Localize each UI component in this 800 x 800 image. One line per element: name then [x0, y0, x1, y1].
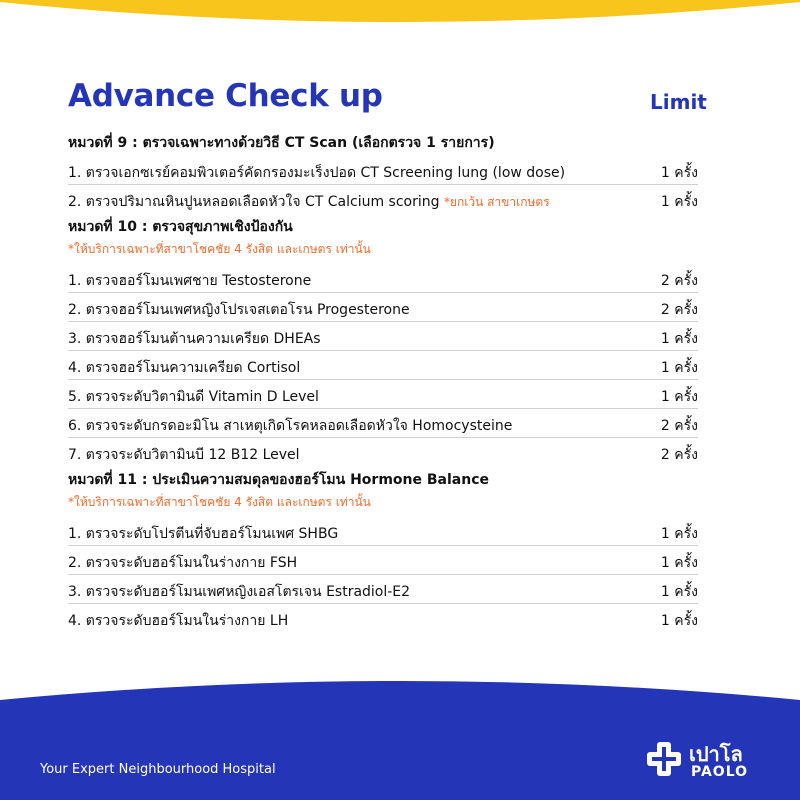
item-limit: 1 ครั้ง — [660, 331, 698, 347]
item-limit: 1 ครั้ง — [660, 194, 698, 210]
item-name: 1. ตรวจฮอร์โมนเพศชาย Testosterone — [68, 273, 312, 289]
category-10-note: *ให้บริการเฉพาะที่สาขาโชคชัย 4 รังสิต และเกษตร เท่านั้น — [68, 242, 371, 256]
paolo-logo — [645, 736, 770, 784]
list-item — [68, 322, 698, 351]
item-limit: 1 ครั้ง — [660, 613, 698, 629]
item-note: *ยกเว้น สาขาเกษตร — [443, 195, 550, 209]
list-item — [68, 546, 698, 575]
item-limit: 1 ครั้ง — [660, 584, 698, 600]
logo-thai-text: เปาโล — [689, 742, 743, 766]
category-11-note: *ให้บริการเฉพาะที่สาขาโชคชัย 4 รังสิต และเกษตร เท่านั้น — [68, 495, 371, 509]
list-item — [68, 380, 698, 409]
top-yellow-wave — [0, 0, 800, 40]
item-limit: 1 ครั้ง — [660, 389, 698, 405]
item-name: 1. ตรวจเอกซเรย์คอมพิวเตอร์คัดกรองมะเร็งปอด CT Screening lung (low dose) — [68, 165, 566, 181]
category-9-title: หมวดที่ 9 : ตรวจเฉพาะทางด้วยวิธี CT Scan (เลือกตรวจ 1 รายการ) — [68, 135, 495, 151]
item-name: 6. ตรวจระดับกรดอะมิโน สาเหตุเกิดโรคหลอดเลือดหัวใจ Homocysteine — [68, 418, 513, 434]
item-limit: 1 ครั้ง — [660, 555, 698, 571]
item-limit: 2 ครั้ง — [660, 273, 698, 289]
item-name: 3. ตรวจระดับฮอร์โมนเพศหญิงเอสโตรเจน Estradiol-E2 — [68, 584, 411, 600]
item-limit: 2 ครั้ง — [660, 447, 698, 463]
logo-en-text: PAOLO — [691, 764, 749, 780]
list-item — [68, 438, 698, 467]
item-name: 2. ตรวจระดับฮอร์โมนในร่างกาย FSH — [68, 555, 298, 571]
item-name: 5. ตรวจระดับวิตามินดี Vitamin D Level — [68, 389, 319, 405]
item-limit: 1 ครั้ง — [660, 165, 698, 181]
item-name-wrap — [68, 191, 550, 213]
page-title: Advance Check up — [68, 78, 383, 114]
item-name: 3. ตรวจฮอร์โมนต้านความเครียด DHEAs — [68, 331, 321, 347]
category-11-title: หมวดที่ 11 : ประเมินความสมดุลของฮอร์โมน Hormone Balance — [68, 472, 489, 488]
list-item — [68, 575, 698, 604]
list-item — [68, 351, 698, 380]
checkup-list — [68, 130, 698, 633]
item-limit: 2 ครั้ง — [660, 418, 698, 434]
item-limit: 1 ครั้ง — [660, 526, 698, 542]
category-10-title: หมวดที่ 10 : ตรวจสุขภาพเชิงป้องกัน — [68, 219, 293, 235]
item-name: 2. ตรวจปริมาณหินปูนหลอดเลือดหัวใจ CT Calcium scoring — [68, 194, 440, 210]
item-name: 4. ตรวจฮอร์โมนความเครียด Cortisol — [68, 360, 301, 376]
item-name: 2. ตรวจฮอร์โมนเพศหญิงโปรเจสเตอโรน Progesterone — [68, 302, 410, 318]
list-item — [68, 604, 698, 633]
item-limit: 1 ครั้ง — [660, 360, 698, 376]
hospital-cross-icon — [645, 740, 683, 778]
item-name: 7. ตรวจระดับวิตามินบี 12 B12 Level — [68, 447, 300, 463]
list-item — [68, 264, 698, 293]
list-item — [68, 293, 698, 322]
list-item — [68, 517, 698, 546]
item-limit: 2 ครั้ง — [660, 302, 698, 318]
list-item — [68, 156, 698, 185]
list-item — [68, 409, 698, 438]
limit-column-header: Limit — [650, 90, 707, 114]
item-name: 4. ตรวจระดับฮอร์โมนในร่างกาย LH — [68, 613, 289, 629]
item-name: 1. ตรวจระดับโปรตีนที่จับฮอร์โมนเพศ SHBG — [68, 526, 339, 542]
list-item — [68, 185, 698, 214]
footer-tagline: Your Expert Neighbourhood Hospital — [40, 762, 276, 777]
